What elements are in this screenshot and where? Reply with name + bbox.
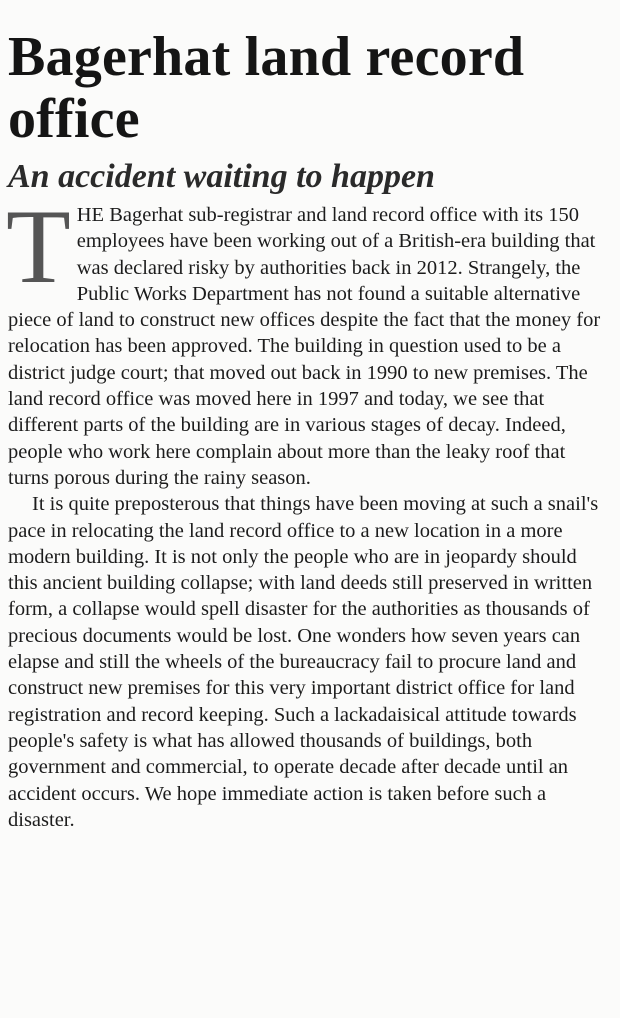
article-subheadline: An accident waiting to happen	[8, 158, 435, 195]
article-paragraph-2: It is quite preposterous that things have been moving at such a snail's pace in relocating the land record office to a new location in a more modern building. It is not only the people who are in jeopardy should this ancient building collapse; with land deeds still preserved in written form, a collapse would spell disaster for the authorities as thousands of precious documents would be lost. One wonders how seven years can elapse and still the wheels of the bureaucracy fail to procure land and construct new premises for this very important district office for land registration and record keeping. Such a lackadaisical attitude towards people's safety is what has allowed thousands of buildings, both government and commercial, to operate decade after decade until an accident occurs. We hope immediate action is taken before such a disaster.	[8, 493, 599, 831]
article-headline: Bagerhat land record office	[8, 26, 525, 150]
article-paragraph-1	[6, 188, 608, 491]
paragraph-1-text: HE Bagerhat sub-registrar and land record office with its 150 employees have been working out of a British-era building that was declared risky by authorities back in 2012. Strangely, the Public Works Department has not found a suitable alternative piece of land to construct new offices despite the fact that the money for relocation has been approved. The building in question used to be a district judge court; that moved out back in 1990 to new premises. The land record office was moved here in 1997 and today, we see that different parts of the building are in various stages of decay. Indeed, people who work here complain about more than the leaky roof that turns porous during the rainy season.	[8, 204, 601, 489]
article-body	[6, 188, 608, 833]
drop-cap-letter: T	[6, 188, 71, 305]
editorial-article	[8, 26, 608, 833]
